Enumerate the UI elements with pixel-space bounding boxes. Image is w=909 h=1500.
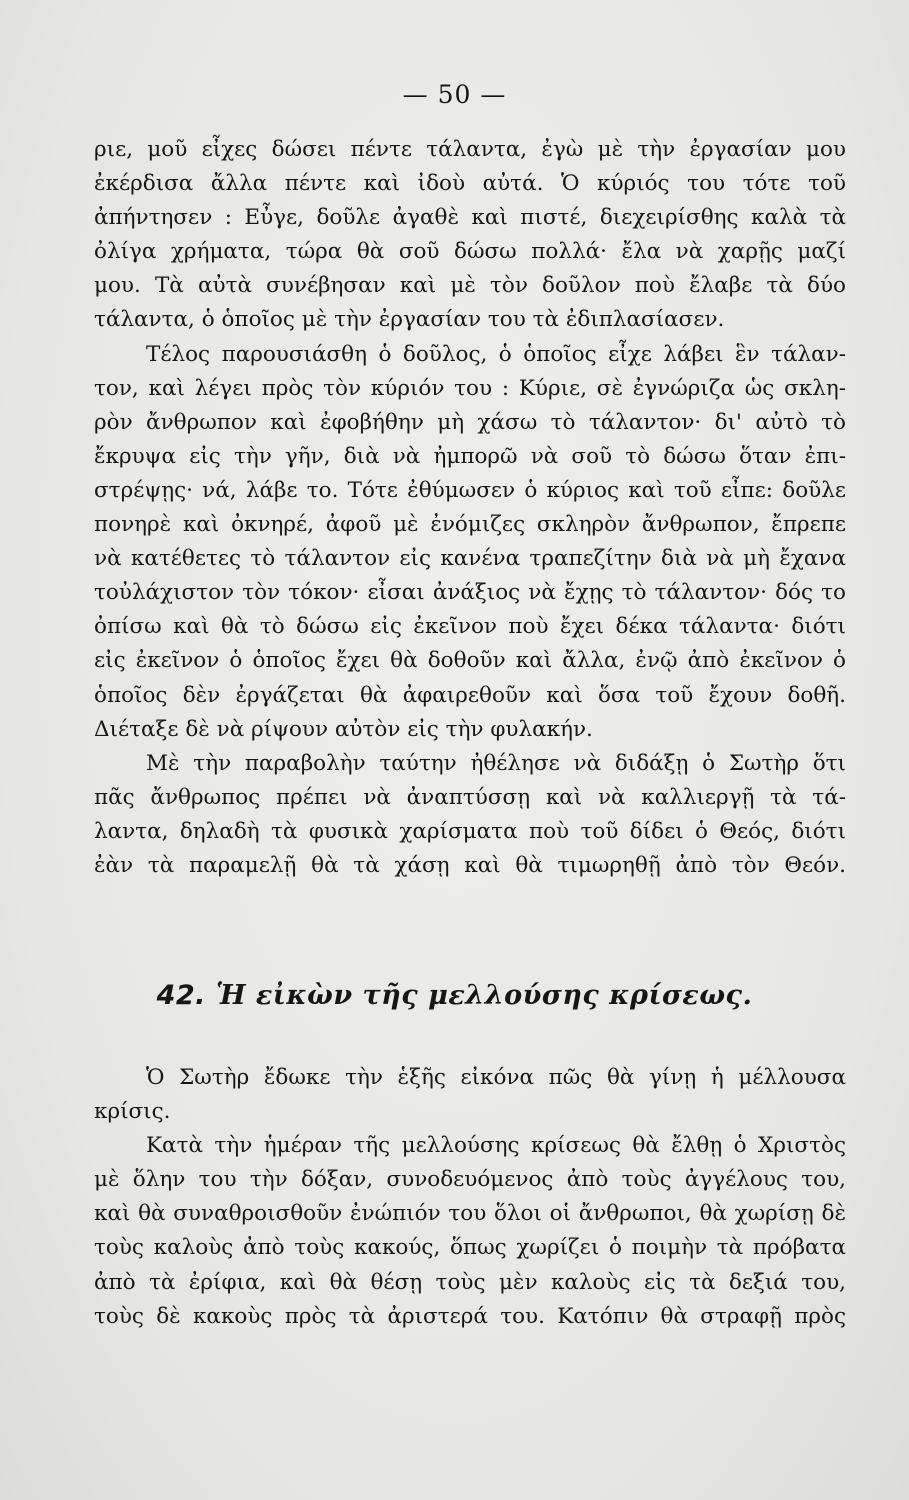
text-line: μὲ ὅλην του τὴν δόξαν, συνοδευόμενος ἀπὸ τοὺς ἀγγέλους του, <box>94 1167 846 1193</box>
text-line: πᾶς ἄνθρωπος πρέπει νὰ ἀναπτύσσῃ καὶ νὰ καλλιεργῇ τὰ τά- <box>94 784 846 810</box>
text-line: καὶ θὰ συναθροισθοῦν ἐνώπιόν του ὅλοι οἱ ἄνθρωποι, θὰ χωρίσῃ δὲ <box>94 1201 846 1227</box>
body-text-block-2 <box>94 1061 846 1334</box>
text-line: στρέψῃς· νά, λάβε το. Τότε ἐθύμωσεν ὁ κύριος καὶ τοῦ εἶπε: δοῦλε <box>94 477 846 503</box>
text-line: Μὲ τὴν παραβολὴν ταύτην ἠθέλησε νὰ διδάξῃ ὁ Σωτὴρ ὅτι <box>146 750 846 776</box>
text-line: ἐὰν τὰ παραμελῇ θὰ τὰ χάσῃ καὶ θὰ τιμωρηθῇ ἀπὸ τὸν Θεόν. <box>94 852 846 878</box>
text-line: μου. Τὰ αὐτὰ συνέβησαν καὶ μὲ τὸν δοῦλον ποὺ ἔλαβε τὰ δύο <box>94 273 846 299</box>
text-line: Ὁ Σωτὴρ ἔδωκε τὴν ἑξῆς εἰκόνα πῶς θὰ γίνῃ ἡ μέλλουσα <box>146 1065 846 1090</box>
text-line: ὁποῖος δὲν ἐργάζεται θὰ ἀφαιρεθοῦν καὶ ὅσα τοῦ ἔχουν δοθῆ. <box>94 682 846 708</box>
text-line: εἰς ἐκεῖνον ὁ ὁποῖος ἔχει θὰ δοθοῦν καὶ ἄλλα, ἐνῷ ἀπὸ ἐκεῖνον ὁ <box>94 648 846 674</box>
section-heading <box>0 980 909 1011</box>
text-line: Κατὰ τὴν ἡμέραν τῆς μελλούσης κρίσεως θὰ ἔλθῃ ὁ Χριστὸς <box>146 1133 846 1159</box>
text-line: ὀπίσω καὶ θὰ τὸ δώσω εἰς ἐκεῖνον ποὺ ἔχει δέκα τάλαντα· διότι <box>94 614 846 640</box>
text-line: τάλαντα, ὁ ὁποῖος μὲ τὴν ἐργασίαν του τὰ ἐδιπλασίασεν. <box>94 307 725 333</box>
text-line: ἐκέρδισα ἄλλα πέντε καὶ ἰδοὺ αὐτά. Ὁ κύριός του τότε τοῦ <box>94 171 846 197</box>
text-line: ἔκρυψα εἰς τὴν γῆν, διὰ νὰ ἠμπορῶ νὰ σοῦ τὸ δώσω ὅταν ἐπι- <box>94 443 846 469</box>
section-title: Ἡ εἰκὼν τῆς μελλούσης κρίσεως. <box>215 980 753 1011</box>
text-line: τοὺς καλοὺς ἀπὸ τοὺς κακούς, ὅπως χωρίζει ὁ ποιμὴν τὰ πρόβατα <box>94 1235 846 1261</box>
text-line: ρὸν ἄνθρωπον καὶ ἐφοβήθην μὴ χάσω τὸ τάλαντον· δι' αὐτὸ τὸ <box>94 409 846 435</box>
body-text-block-1 <box>94 133 846 883</box>
page-number: — 50 — <box>402 80 507 109</box>
section-number: 42. <box>156 980 206 1011</box>
text-line: τον, καὶ λέγει πρὸς τὸν κύριόν του : Κύριε, σὲ ἐγνώριζα ὡς σκλη- <box>94 375 846 401</box>
text-line: νὰ κατέθετες τὸ τάλαντον εἰς κανένα τραπεζίτην διὰ νὰ μὴ ἔχανα <box>94 546 846 572</box>
text-line: Τέλος παρουσιάσθη ὁ δοῦλος, ὁ ὁποῖος εἶχε λάβει ἓν τάλαν- <box>146 341 846 367</box>
text-line: Διέταξε δὲ νὰ ρίψουν αὐτὸν εἰς τὴν φυλακήν. <box>94 716 593 742</box>
text-line: ἀπήντησεν : Εὖγε, δοῦλε ἀγαθὲ καὶ πιστέ, διεχειρίσθης καλὰ τὰ <box>94 205 846 231</box>
text-line: κρίσις. <box>94 1099 171 1125</box>
text-line: ἀπὸ τὰ ἐρίφια, καὶ θὰ θέσῃ τοὺς μὲν καλοὺς εἰς τὰ δεξιά του, <box>94 1269 846 1295</box>
text-line: πονηρὲ καὶ ὀκνηρέ, ἀφοῦ μὲ ἐνόμιζες σκληρὸν ἄνθρωπον, ἔπρεπε <box>94 512 846 538</box>
text-line: ὀλίγα χρήματα, τώρα θὰ σοῦ δώσω πολλά· ἔλα νὰ χαρῇς μαζί <box>94 239 846 265</box>
text-line: τοὺς δὲ κακοὺς πρὸς τὰ ἀριστερά του. Κατόπιν θὰ στραφῇ πρὸς <box>94 1303 846 1329</box>
text-line: λαντα, δηλαδὴ τὰ φυσικὰ χαρίσματα ποὺ τοῦ δίδει ὁ Θεός, διότι <box>94 818 846 844</box>
text-line: ριε, μοῦ εἶχες δώσει πέντε τάλαντα, ἐγὼ μὲ τὴν ἐργασίαν μου <box>94 137 846 162</box>
text-line: τοὐλάχιστον τὸν τόκον· εἶσαι ἀνάξιος νὰ ἔχῃς τὸ τάλαντον· δός το <box>94 580 846 606</box>
